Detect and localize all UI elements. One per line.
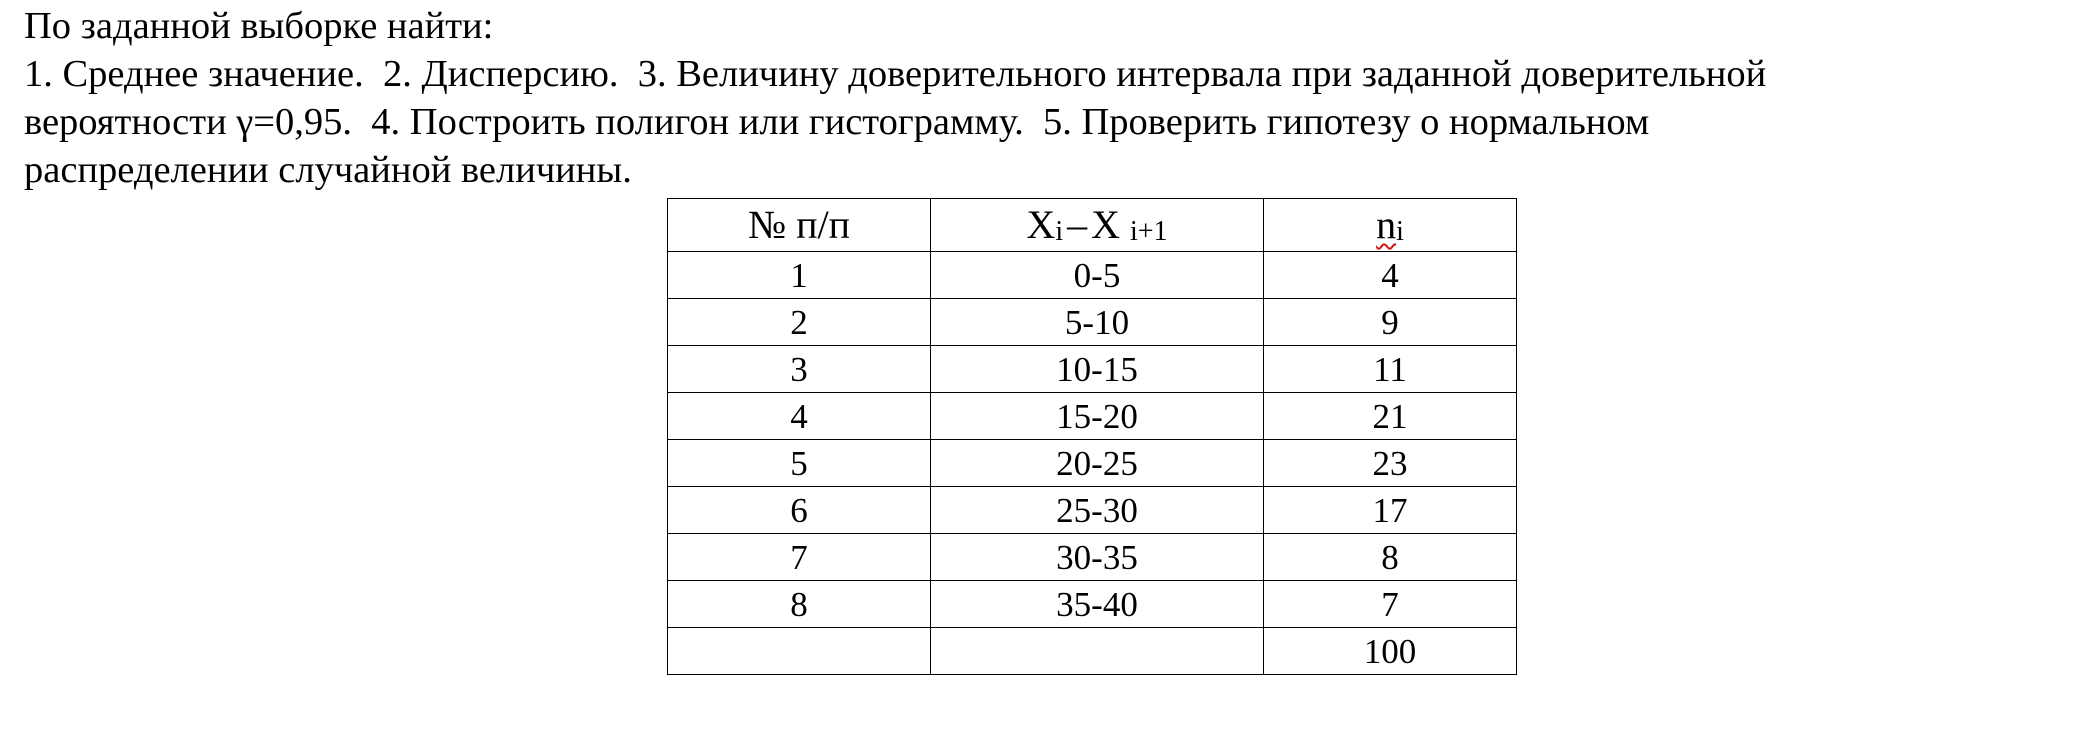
task-item-4: 4. Построить полигон или гистограмму. bbox=[371, 101, 1024, 143]
total-interval bbox=[931, 628, 1264, 675]
row-interval: 20-25 bbox=[931, 440, 1264, 487]
task-intro: По заданной выборке найти: bbox=[24, 5, 494, 47]
task-item-1: 1. Среднее значение. bbox=[24, 53, 364, 95]
task-item-5: 5. Проверить гипотезу о нормальном bbox=[1042, 101, 1650, 143]
row-number: 7 bbox=[668, 534, 931, 581]
row-frequency: 11 bbox=[1264, 346, 1517, 393]
task-item-3: 3. Величину доверительного интервала при заданной доверительной bbox=[637, 53, 1767, 95]
header-interval-x2: X bbox=[1091, 202, 1120, 247]
row-number: 5 bbox=[668, 440, 931, 487]
row-interval: 35-40 bbox=[931, 581, 1264, 628]
row-frequency: 9 bbox=[1264, 299, 1517, 346]
table-header-row bbox=[668, 199, 1517, 252]
task-line-2 bbox=[24, 50, 2064, 98]
header-interval-dash: – bbox=[1067, 202, 1088, 247]
row-interval: 0-5 bbox=[931, 252, 1264, 299]
row-interval: 5-10 bbox=[931, 299, 1264, 346]
header-interval-sub1: i bbox=[1055, 216, 1064, 247]
row-number: 8 bbox=[668, 581, 931, 628]
row-interval: 10-15 bbox=[931, 346, 1264, 393]
row-number: 6 bbox=[668, 487, 931, 534]
table-row bbox=[668, 534, 1517, 581]
header-number: № п/п bbox=[668, 199, 931, 252]
table-row bbox=[668, 252, 1517, 299]
row-interval: 15-20 bbox=[931, 393, 1264, 440]
task-line-3 bbox=[24, 98, 2064, 146]
row-interval: 30-35 bbox=[931, 534, 1264, 581]
task-statement bbox=[24, 2, 2064, 194]
header-interval-sub2: i+1 bbox=[1129, 216, 1168, 247]
task-item-5-continued: распределении случайной величины. bbox=[24, 149, 632, 191]
task-item-2: 2. Дисперсию. bbox=[382, 53, 619, 95]
table-row bbox=[668, 581, 1517, 628]
row-interval: 25-30 bbox=[931, 487, 1264, 534]
header-frequency-sub: i bbox=[1396, 216, 1404, 247]
table-row bbox=[668, 299, 1517, 346]
header-interval-x1: X bbox=[1026, 202, 1056, 247]
header-interval bbox=[931, 199, 1264, 252]
table-row bbox=[668, 440, 1517, 487]
row-frequency: 7 bbox=[1264, 581, 1517, 628]
total-frequency: 100 bbox=[1264, 628, 1517, 675]
table-row bbox=[668, 346, 1517, 393]
row-number: 4 bbox=[668, 393, 931, 440]
row-number: 3 bbox=[668, 346, 931, 393]
row-frequency: 4 bbox=[1264, 252, 1517, 299]
row-frequency: 23 bbox=[1264, 440, 1517, 487]
row-frequency: 8 bbox=[1264, 534, 1517, 581]
row-frequency: 21 bbox=[1264, 393, 1517, 440]
header-frequency-n: n bbox=[1376, 202, 1397, 247]
header-frequency bbox=[1264, 199, 1517, 252]
table-row bbox=[668, 393, 1517, 440]
task-item-3-continued: вероятности γ=0,95. bbox=[24, 101, 353, 143]
frequency-table bbox=[667, 198, 1517, 675]
table-row bbox=[668, 487, 1517, 534]
row-number: 1 bbox=[668, 252, 931, 299]
row-number: 2 bbox=[668, 299, 931, 346]
table-total-row bbox=[668, 628, 1517, 675]
row-frequency: 17 bbox=[1264, 487, 1517, 534]
total-number bbox=[668, 628, 931, 675]
